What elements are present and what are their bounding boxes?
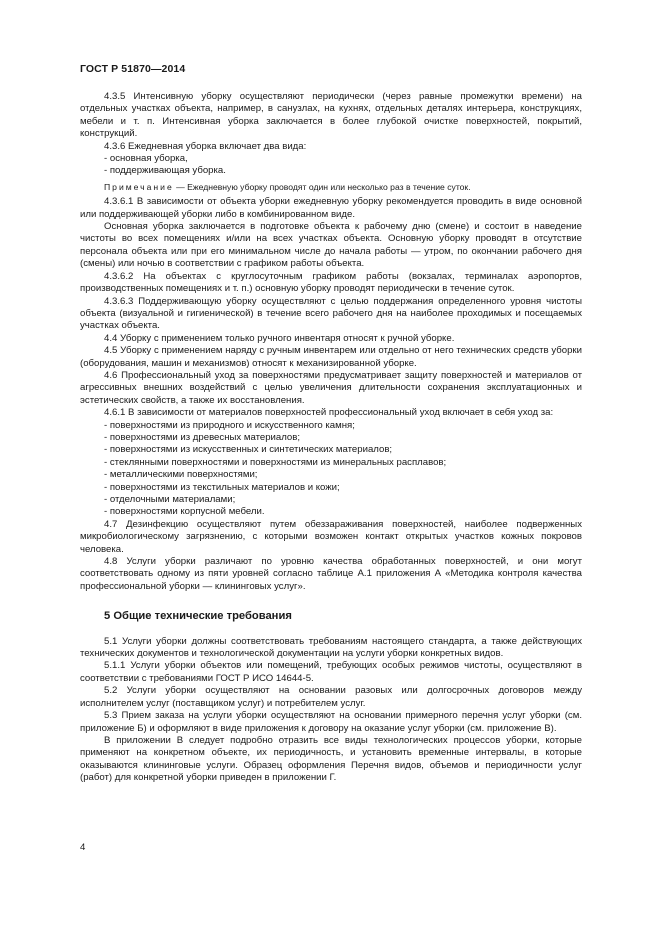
paragraph-appendix-v: В приложении В следует подробно отразить все виды технологических процессов уборки, которые применяют на конкретном объекте, их периодичность, и установить временные интервалы, в которые оказываются клининговые услуги. Образец оформления Перечня видов, объемов и периодичности услуг (работ) для конкретной уборки приведен в приложении Г. [80, 734, 582, 784]
paragraph-4-3-6-1: 4.3.6.1 В зависимости от объекта уборки ежедневную уборку рекомендуется проводить в виде основной или поддерживающей уборки либо в комбинированном виде. [80, 196, 582, 220]
note-label: Примечание [104, 181, 174, 192]
list-item: - поверхностями из текстильных материалов и кожи; [104, 481, 340, 493]
paragraph-5-2: 5.2 Услуги уборки осуществляют на основании разовых или долгосрочных договоров между исполнителем услуг (поставщиком услуг) и потребителем услуг. [80, 685, 582, 709]
paragraph-4-8: 4.8 Услуги уборки различают по уровню качества обработанных поверхностей, и они могут соответствовать одному из пяти уровней согласно таблице А.1 приложения А «Методика контроля качества профессиональной уборки — клининговых услуг». [80, 556, 582, 592]
paragraph-4-7: 4.7 Дезинфекцию осуществляют путем обеззараживания поверхностей, наиболее подверженных микробиологическому загрязнению, с которыми возможен контакт открытых участков кожных покровов человека. [80, 518, 582, 555]
list-item: - поддерживающая уборка. [104, 165, 226, 177]
paragraph-4-5: 4.5 Уборку с применением наряду с ручным инвентарем или отдельно от него технических средств уборки (оборудования, машин и механизмов) относят к механизированной уборке. [80, 345, 582, 369]
list-item: - основная уборка, [104, 153, 188, 165]
paragraph-5-1: 5.1 Услуги уборки должны соответствовать требованиям настоящего стандарта, а также действующих технических документов и технологической документации на услуги уборки конкретных видов. [80, 635, 582, 660]
document-body [80, 91, 582, 785]
note-text: — Ежедневную уборку проводят один или несколько раз в течение суток. [173, 181, 471, 192]
list-item: - поверхностями из искусственных и синтетических материалов; [104, 444, 393, 456]
paragraph-main-cleaning: Основная уборка заключается в подготовке объекта к рабочему дню (смене) и состоит в наведение чистоты во всех помещениях и/или на всех участках объекта. Основную уборку проводят в отсутствие персонала объекта или при его минимальном числе до начала работы — утром, по окончании рабочего дня (смены) или ночью в соответствии с графиком работы объекта. [80, 221, 582, 270]
list-item: - отделочными материалами; [104, 494, 236, 505]
paragraph-4-6: 4.6 Профессиональный уход за поверхностями предусматривает защиту поверхностей и материалов от агрессивных внешних воздействий с целью увеличения длительности сохранения эксплуатационных и эстетических свойств, а также их восстановления. [80, 369, 582, 406]
paragraph-4-6-1: 4.6.1 В зависимости от материалов поверхностей профессиональный уход включает в себя уход за: [104, 407, 554, 419]
list-item: - поверхностями из природного и искусственного камня; [104, 419, 355, 431]
paragraph-4-3-6: 4.3.6 Ежедневная уборка включает два вида: [104, 140, 307, 152]
note [80, 181, 582, 193]
paragraph-4-3-5: 4.3.5 Интенсивную уборку осуществляют периодически (через равные промежутки времени) на отдельных участках объекта, например, в санузлах, на кухнях, отдельных деталях интерьера, конструкциях, мебели и т. п. Интенсивная уборка заключается в более глубокой очистке поверхностей, покрытий, конструкций. [80, 91, 582, 140]
paragraph-5-3: 5.3 Прием заказа на услуги уборки осуществляют на основании примерного перечня услуг уборки (см. приложение Б) и оформляют в виде приложения к договору на оказание услуг уборки (см. приложение В). [80, 710, 582, 734]
list-item: - стеклянными поверхностями и поверхностями из минеральных расплавов; [104, 456, 447, 468]
paragraph-5-1-1: 5.1.1 Услуги уборки объектов или помещений, требующих особых режимов чистоты, осуществляют в соответствии с требованиями ГОСТ Р ИСО 14644-5. [80, 660, 582, 684]
list-item: - металлическими поверхностями; [104, 469, 258, 481]
page-number: 4 [80, 842, 86, 853]
document-header: ГОСТ Р 51870—2014 [80, 63, 186, 75]
paragraph-4-3-6-2: 4.3.6.2 На объектах с круглосуточным графиком работы (вокзалах, терминалах аэропортов, производственных помещениях и т. п.) основную уборку проводят периодически в течение суток. [80, 270, 582, 295]
paragraph-4-4: 4.4 Уборку с применением только ручного инвентаря относят к ручной уборке. [104, 332, 455, 344]
list-item: - поверхностями из древесных материалов; [104, 431, 301, 443]
section-title: 5 Общие технические требования [104, 610, 292, 623]
paragraph-4-3-6-3: 4.3.6.3 Поддерживающую уборку осуществляют с целью поддержания определенного уровня чистоты объекта (визуальной и гигиенической) в течение всего рабочего дня на наиболее проходимых и посещаемых участках объекта. [80, 295, 582, 332]
list-item: - поверхностями корпусной мебели. [104, 506, 265, 518]
